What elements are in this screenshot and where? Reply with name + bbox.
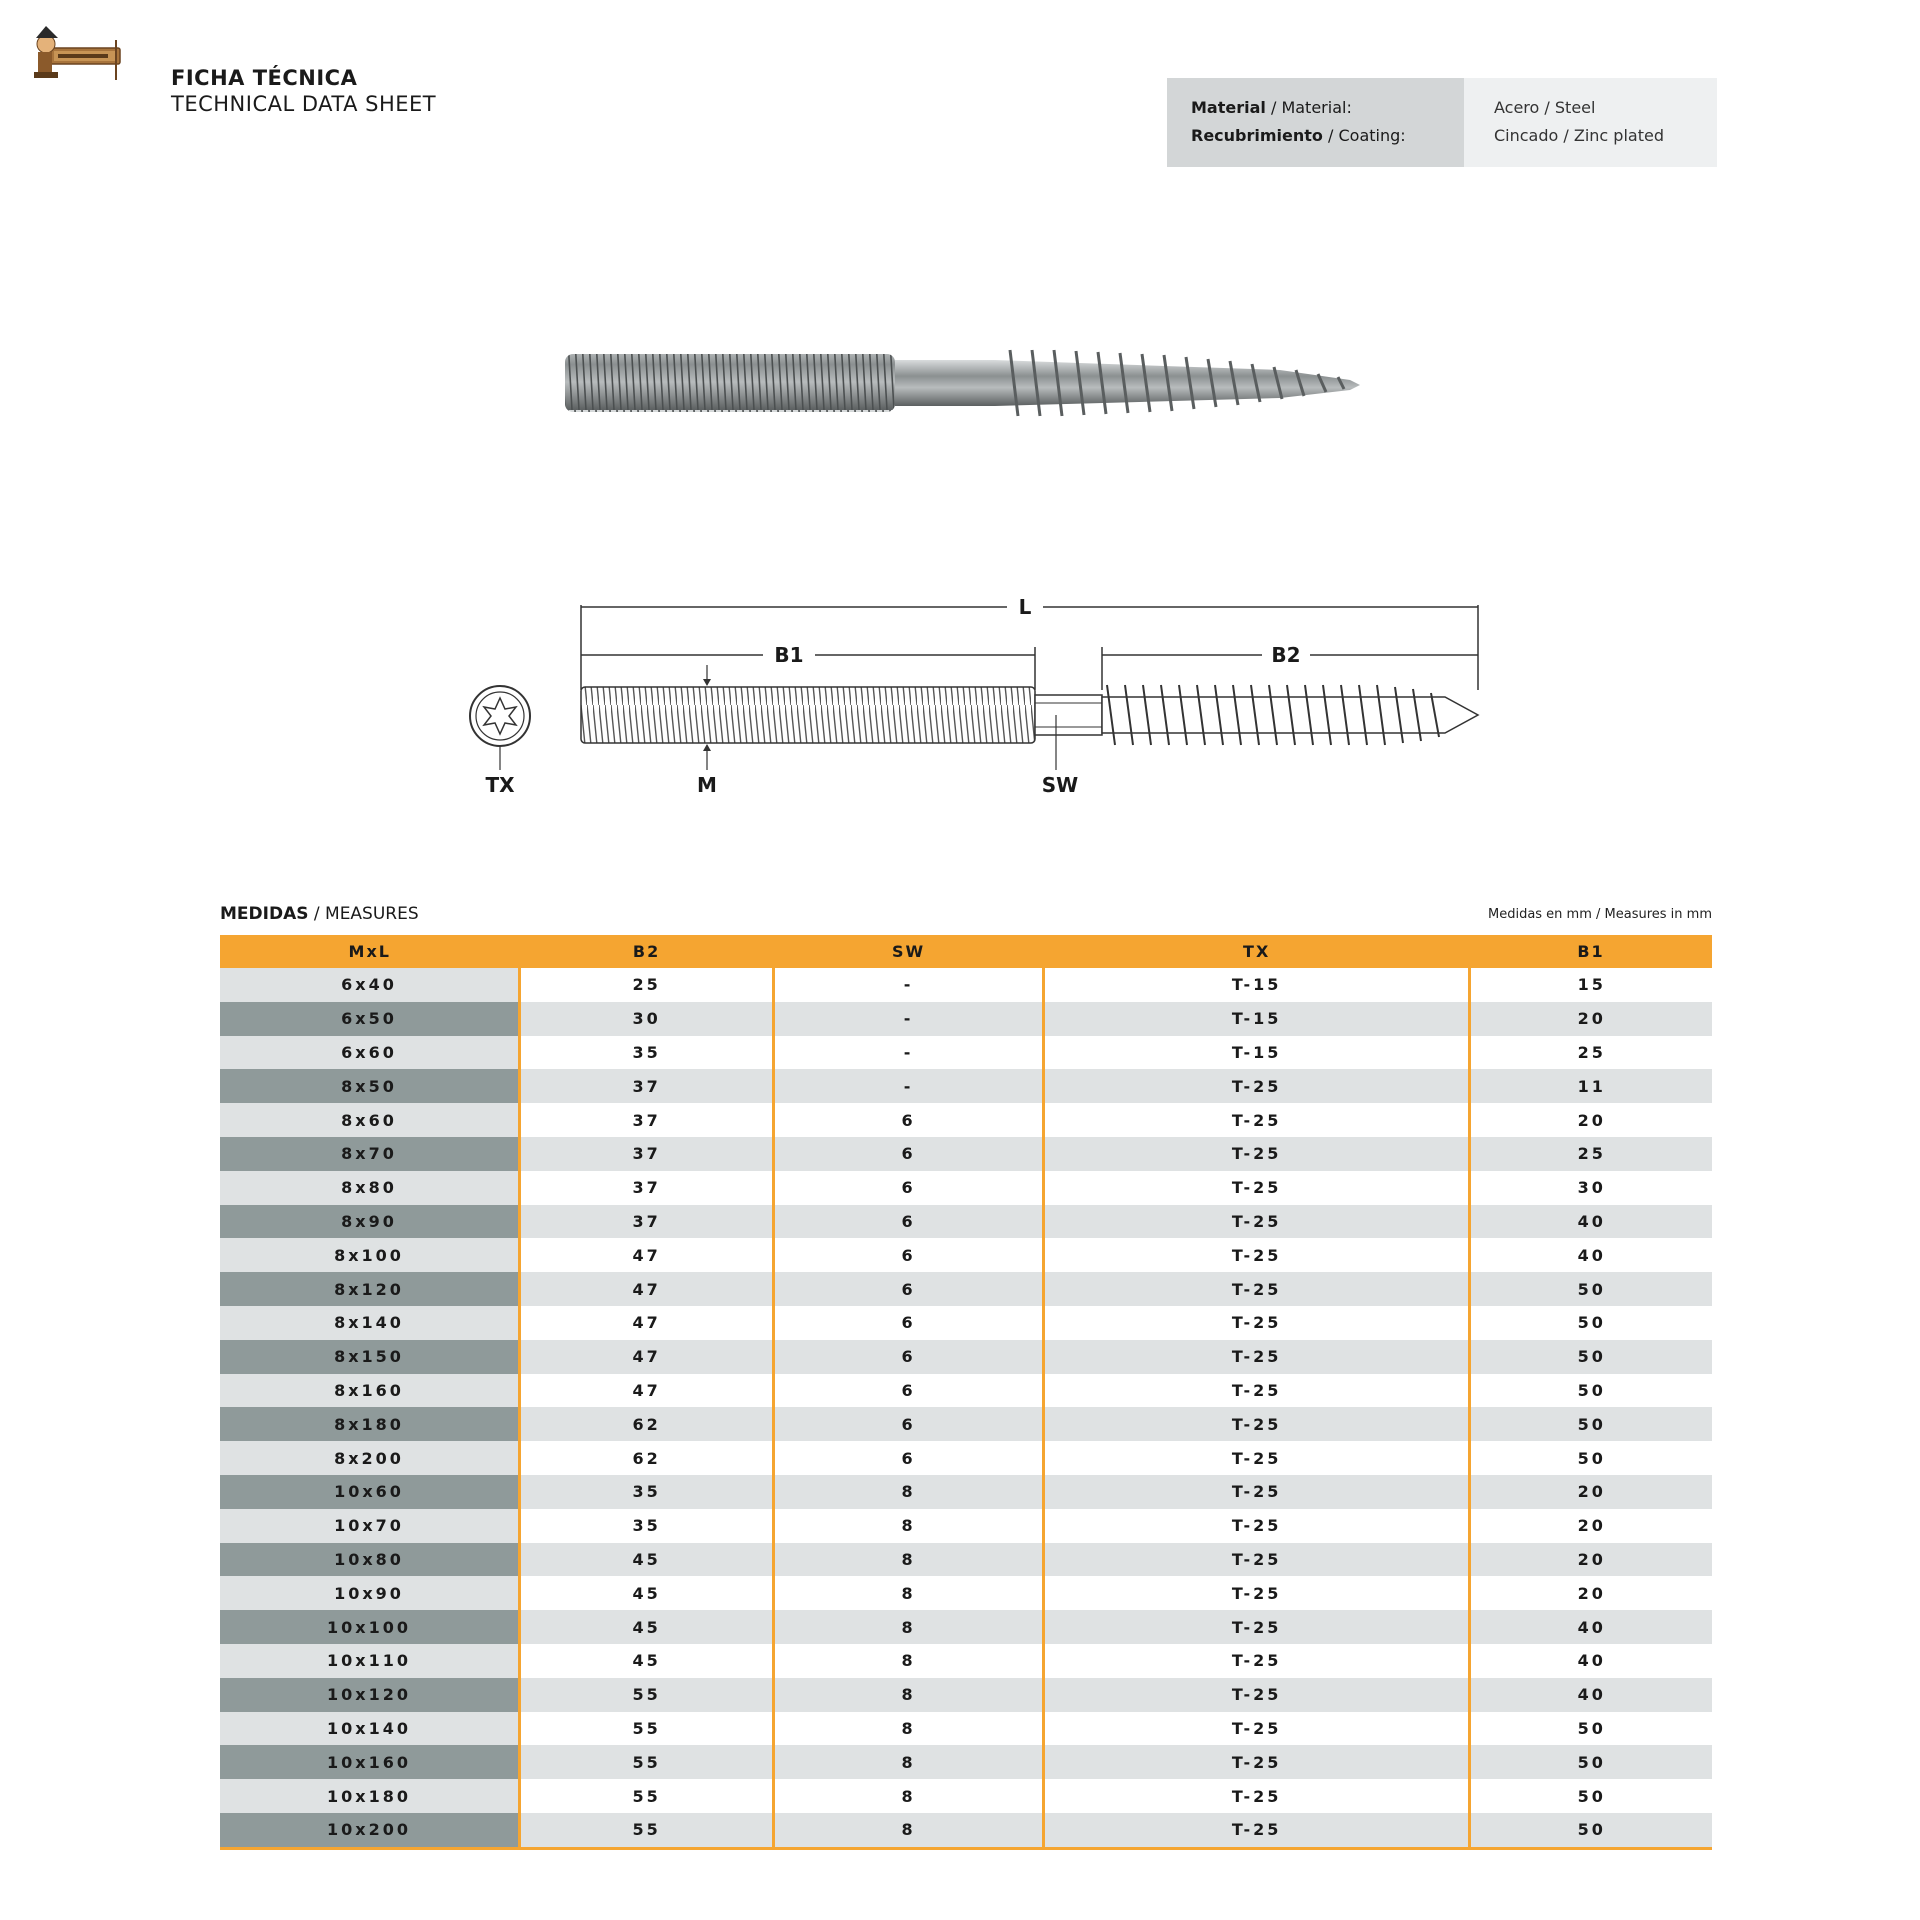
table-cell: 8 bbox=[774, 1712, 1044, 1746]
table-cell: - bbox=[774, 1036, 1044, 1070]
table-row bbox=[220, 968, 1712, 1002]
table-cell: T-25 bbox=[1043, 1678, 1470, 1712]
table-cell: 8x70 bbox=[220, 1137, 520, 1171]
dim-label-TX: TX bbox=[485, 773, 515, 797]
table-cell: T-25 bbox=[1043, 1340, 1470, 1374]
table-cell: 6x60 bbox=[220, 1036, 520, 1070]
table-row bbox=[220, 1576, 1712, 1610]
table-cell: 37 bbox=[520, 1137, 774, 1171]
page-subtitle: TECHNICAL DATA SHEET bbox=[171, 92, 437, 116]
table-cell: 47 bbox=[520, 1306, 774, 1340]
table-cell: T-25 bbox=[1043, 1475, 1470, 1509]
table-cell: 6 bbox=[774, 1340, 1044, 1374]
table-cell: 6 bbox=[774, 1238, 1044, 1272]
table-cell: 6 bbox=[774, 1205, 1044, 1239]
table-cell: 8x140 bbox=[220, 1306, 520, 1340]
table-cell: 6 bbox=[774, 1374, 1044, 1408]
table-row bbox=[220, 1036, 1712, 1070]
dimension-diagram bbox=[455, 585, 1505, 800]
column-header: MxL bbox=[220, 935, 520, 968]
table-cell: 40 bbox=[1470, 1610, 1712, 1644]
table-cell: 6 bbox=[774, 1171, 1044, 1205]
table-row bbox=[220, 1543, 1712, 1577]
table-cell: T-25 bbox=[1043, 1407, 1470, 1441]
measures-unit-note: Medidas en mm / Measures in mm bbox=[1487, 907, 1712, 922]
measures-title: MEDIDAS bbox=[220, 904, 309, 924]
table-cell: 8 bbox=[774, 1779, 1044, 1813]
table-cell: 15 bbox=[1470, 968, 1712, 1002]
table-cell: T-25 bbox=[1043, 1069, 1470, 1103]
table-cell: 8 bbox=[774, 1509, 1044, 1543]
table-cell: 8x50 bbox=[220, 1069, 520, 1103]
table-row bbox=[220, 1610, 1712, 1644]
table-row bbox=[220, 1238, 1712, 1272]
table-cell: 37 bbox=[520, 1205, 774, 1239]
table-cell: 55 bbox=[520, 1678, 774, 1712]
table-cell: 37 bbox=[520, 1069, 774, 1103]
table-cell: 25 bbox=[1470, 1036, 1712, 1070]
table-cell: 47 bbox=[520, 1272, 774, 1306]
table-cell: 45 bbox=[520, 1610, 774, 1644]
table-cell: 8 bbox=[774, 1678, 1044, 1712]
table-cell: 50 bbox=[1470, 1779, 1712, 1813]
table-row bbox=[220, 1407, 1712, 1441]
table-row bbox=[220, 1712, 1712, 1746]
table-row bbox=[220, 1475, 1712, 1509]
table-cell: 8 bbox=[774, 1813, 1044, 1848]
table-row bbox=[220, 1002, 1712, 1036]
table-cell: T-25 bbox=[1043, 1644, 1470, 1678]
table-row bbox=[220, 1205, 1712, 1239]
dim-label-B1: B1 bbox=[774, 643, 804, 667]
measures-table bbox=[220, 935, 1712, 1850]
column-header: TX bbox=[1043, 935, 1470, 968]
table-cell: T-15 bbox=[1043, 1036, 1470, 1070]
table-cell: 50 bbox=[1470, 1407, 1712, 1441]
table-cell: 47 bbox=[520, 1340, 774, 1374]
product-photo bbox=[560, 340, 1380, 430]
table-cell: 25 bbox=[1470, 1137, 1712, 1171]
table-cell: 8x150 bbox=[220, 1340, 520, 1374]
table-cell: 20 bbox=[1470, 1543, 1712, 1577]
table-cell: 62 bbox=[520, 1441, 774, 1475]
table-cell: - bbox=[774, 968, 1044, 1002]
coating-label-en: / Coating: bbox=[1328, 126, 1406, 145]
table-cell: - bbox=[774, 1002, 1044, 1036]
spec-labels bbox=[1167, 78, 1464, 167]
table-cell: 40 bbox=[1470, 1678, 1712, 1712]
table-cell: 50 bbox=[1470, 1745, 1712, 1779]
table-cell: 47 bbox=[520, 1238, 774, 1272]
table-cell: 10x70 bbox=[220, 1509, 520, 1543]
table-cell: T-25 bbox=[1043, 1103, 1470, 1137]
table-cell: T-25 bbox=[1043, 1374, 1470, 1408]
table-cell: - bbox=[774, 1069, 1044, 1103]
table-cell: 10x180 bbox=[220, 1779, 520, 1813]
table-cell: 6 bbox=[774, 1441, 1044, 1475]
table-cell: 35 bbox=[520, 1509, 774, 1543]
coating-label-row bbox=[1191, 122, 1464, 150]
table-cell: 30 bbox=[520, 1002, 774, 1036]
table-cell: T-25 bbox=[1043, 1610, 1470, 1644]
table-cell: 8 bbox=[774, 1475, 1044, 1509]
table-cell: 20 bbox=[1470, 1509, 1712, 1543]
table-cell: 11 bbox=[1470, 1069, 1712, 1103]
table-row bbox=[220, 1509, 1712, 1543]
spec-values bbox=[1464, 78, 1717, 167]
table-cell: 8x80 bbox=[220, 1171, 520, 1205]
table-cell: 50 bbox=[1470, 1340, 1712, 1374]
table-cell: 8x200 bbox=[220, 1441, 520, 1475]
table-cell: 10x90 bbox=[220, 1576, 520, 1610]
table-cell: T-25 bbox=[1043, 1779, 1470, 1813]
table-cell: 45 bbox=[520, 1644, 774, 1678]
table-cell: 10x140 bbox=[220, 1712, 520, 1746]
title-block bbox=[171, 66, 436, 116]
table-cell: 50 bbox=[1470, 1272, 1712, 1306]
table-cell: 8x160 bbox=[220, 1374, 520, 1408]
table-row bbox=[220, 1069, 1712, 1103]
table-cell: T-25 bbox=[1043, 1441, 1470, 1475]
table-cell: T-25 bbox=[1043, 1745, 1470, 1779]
table-cell: 20 bbox=[1470, 1576, 1712, 1610]
table-cell: 40 bbox=[1470, 1205, 1712, 1239]
table-body bbox=[220, 968, 1712, 1848]
table-cell: 8x120 bbox=[220, 1272, 520, 1306]
measures-title-en: / MEASURES bbox=[313, 904, 419, 924]
table-row bbox=[220, 1678, 1712, 1712]
table-row bbox=[220, 1171, 1712, 1205]
table-cell: 25 bbox=[520, 968, 774, 1002]
table-cell: 55 bbox=[520, 1712, 774, 1746]
table-cell: 10x110 bbox=[220, 1644, 520, 1678]
spec-box bbox=[1167, 78, 1717, 167]
column-header: SW bbox=[774, 935, 1044, 968]
table-row bbox=[220, 1779, 1712, 1813]
table-row bbox=[220, 1441, 1712, 1475]
dim-label-L: L bbox=[1018, 595, 1032, 619]
table-cell: T-25 bbox=[1043, 1509, 1470, 1543]
table-cell: 55 bbox=[520, 1779, 774, 1813]
dim-label-SW: SW bbox=[1041, 773, 1079, 797]
table-cell: 6x50 bbox=[220, 1002, 520, 1036]
coating-label: Recubrimiento bbox=[1191, 126, 1323, 145]
table-cell: 45 bbox=[520, 1576, 774, 1610]
table-cell: 6x40 bbox=[220, 968, 520, 1002]
table-cell: 8 bbox=[774, 1543, 1044, 1577]
table-cell: 8 bbox=[774, 1576, 1044, 1610]
table-row bbox=[220, 1137, 1712, 1171]
table-cell: 6 bbox=[774, 1306, 1044, 1340]
table-cell: 10x100 bbox=[220, 1610, 520, 1644]
column-header: B1 bbox=[1470, 935, 1712, 968]
table-cell: 20 bbox=[1470, 1103, 1712, 1137]
table-cell: T-15 bbox=[1043, 1002, 1470, 1036]
material-label-en: / Material: bbox=[1270, 98, 1352, 117]
table-cell: T-25 bbox=[1043, 1543, 1470, 1577]
dim-label-M: M bbox=[697, 773, 717, 797]
table-cell: 20 bbox=[1470, 1002, 1712, 1036]
table-cell: 20 bbox=[1470, 1475, 1712, 1509]
table-cell: 30 bbox=[1470, 1171, 1712, 1205]
table-row bbox=[220, 1745, 1712, 1779]
table-cell: 50 bbox=[1470, 1813, 1712, 1848]
table-cell: 45 bbox=[520, 1543, 774, 1577]
table-cell: 50 bbox=[1470, 1374, 1712, 1408]
table-cell: T-25 bbox=[1043, 1171, 1470, 1205]
table-row bbox=[220, 1272, 1712, 1306]
table-row bbox=[220, 1813, 1712, 1848]
table-row bbox=[220, 1374, 1712, 1408]
table-cell: 8x100 bbox=[220, 1238, 520, 1272]
material-label-row bbox=[1191, 94, 1464, 122]
column-header: B2 bbox=[520, 935, 774, 968]
table-cell: 6 bbox=[774, 1407, 1044, 1441]
dim-label-B2: B2 bbox=[1271, 643, 1301, 667]
brand-logo bbox=[30, 20, 122, 80]
table-cell: 55 bbox=[520, 1745, 774, 1779]
table-cell: T-25 bbox=[1043, 1205, 1470, 1239]
table-row bbox=[220, 1644, 1712, 1678]
table-cell: T-15 bbox=[1043, 968, 1470, 1002]
table-cell: 35 bbox=[520, 1475, 774, 1509]
table-cell: 6 bbox=[774, 1103, 1044, 1137]
table-cell: 6 bbox=[774, 1272, 1044, 1306]
table-cell: T-25 bbox=[1043, 1306, 1470, 1340]
table-header-row bbox=[220, 935, 1712, 968]
table-cell: 8x60 bbox=[220, 1103, 520, 1137]
table-cell: 40 bbox=[1470, 1238, 1712, 1272]
table-cell: 10x120 bbox=[220, 1678, 520, 1712]
material-label: Material bbox=[1191, 98, 1266, 117]
table-row bbox=[220, 1103, 1712, 1137]
table-cell: 10x160 bbox=[220, 1745, 520, 1779]
table-cell: 50 bbox=[1470, 1306, 1712, 1340]
coating-value: Cincado / Zinc plated bbox=[1494, 126, 1664, 145]
table-cell: 10x60 bbox=[220, 1475, 520, 1509]
table-cell: 10x80 bbox=[220, 1543, 520, 1577]
table-cell: T-25 bbox=[1043, 1238, 1470, 1272]
table-cell: 62 bbox=[520, 1407, 774, 1441]
table-cell: 50 bbox=[1470, 1712, 1712, 1746]
table-cell: T-25 bbox=[1043, 1813, 1470, 1848]
table-cell: 8x90 bbox=[220, 1205, 520, 1239]
table-cell: T-25 bbox=[1043, 1272, 1470, 1306]
table-cell: 37 bbox=[520, 1171, 774, 1205]
table-cell: 40 bbox=[1470, 1644, 1712, 1678]
measures-heading bbox=[220, 904, 419, 924]
table-cell: 8 bbox=[774, 1644, 1044, 1678]
table-cell: 47 bbox=[520, 1374, 774, 1408]
table-cell: 6 bbox=[774, 1137, 1044, 1171]
table-cell: 37 bbox=[520, 1103, 774, 1137]
table-row bbox=[220, 1340, 1712, 1374]
table-cell: 35 bbox=[520, 1036, 774, 1070]
table-cell: 50 bbox=[1470, 1441, 1712, 1475]
table-cell: T-25 bbox=[1043, 1712, 1470, 1746]
table-cell: 55 bbox=[520, 1813, 774, 1848]
table-cell: T-25 bbox=[1043, 1137, 1470, 1171]
table-cell: T-25 bbox=[1043, 1576, 1470, 1610]
table-cell: 8x180 bbox=[220, 1407, 520, 1441]
table-cell: 8 bbox=[774, 1745, 1044, 1779]
table-cell: 10x200 bbox=[220, 1813, 520, 1848]
material-value: Acero / Steel bbox=[1494, 98, 1596, 117]
table-cell: 8 bbox=[774, 1610, 1044, 1644]
page-title: FICHA TÉCNICA bbox=[171, 66, 358, 90]
table-row bbox=[220, 1306, 1712, 1340]
